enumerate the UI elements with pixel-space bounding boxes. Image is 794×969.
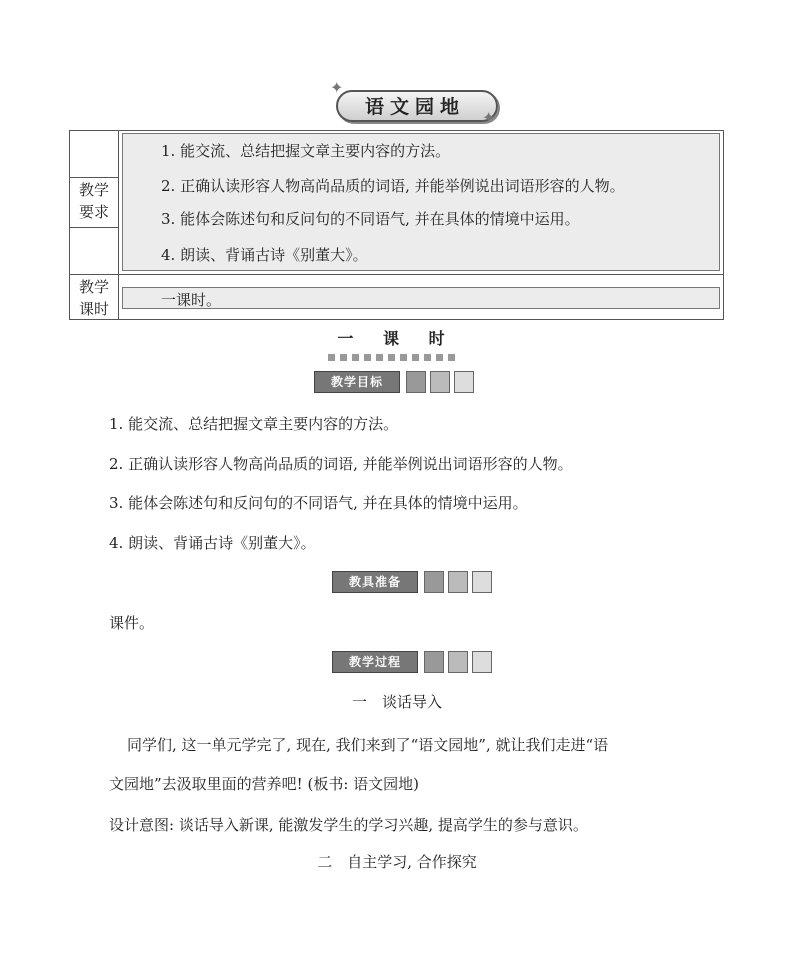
step1-title: 一 谈话导入 <box>351 693 442 711</box>
step2-title: 二 自主学习, 合作探究 <box>317 853 477 871</box>
heading-divider <box>328 346 468 356</box>
star-icon: ✦ <box>330 78 344 97</box>
requirements-label-text: 教学要求 <box>78 181 109 221</box>
requirements-table <box>69 130 724 320</box>
materials-text: 课件。 <box>109 614 155 632</box>
title-banner <box>330 78 498 127</box>
page-title: 语文园地 <box>364 96 465 118</box>
requirement-item: 3. 能体会陈述句和反问句的不同语气, 并在具体的情境中运用。 <box>161 210 580 228</box>
step1-paragraph-line1: 同学们, 这一单元学完了, 现在, 我们来到了“语文园地”, 就让我们走进“语 <box>127 736 609 754</box>
objectives-tab-label: 教学目标 <box>314 371 400 393</box>
requirement-item: 2. 正确认读形容人物高尚品质的词语, 并能举例说出词语形容的人物。 <box>161 177 625 195</box>
objective-item: 1. 能交流、总结把握文章主要内容的方法。 <box>109 415 399 433</box>
period-label <box>70 276 118 320</box>
period-label-text: 教学课时 <box>78 278 109 318</box>
objective-item: 2. 正确认读形容人物高尚品质的词语, 并能举例说出词语形容的人物。 <box>109 455 573 473</box>
requirements-box <box>122 133 720 271</box>
period-value: 一课时。 <box>161 291 222 309</box>
objective-item: 3. 能体会陈述句和反问句的不同语气, 并在具体的情境中运用。 <box>109 494 528 512</box>
lesson-heading: 一 课 时 <box>337 329 457 348</box>
objective-item: 4. 朗读、背诵古诗《别董大》。 <box>109 534 316 552</box>
materials-tab-label: 教具准备 <box>332 571 418 593</box>
requirements-label <box>70 179 118 223</box>
process-tab-label: 教学过程 <box>332 651 418 673</box>
star-icon: ✦ <box>482 108 496 127</box>
requirement-item: 1. 能交流、总结把握文章主要内容的方法。 <box>161 142 451 160</box>
period-box <box>122 287 720 309</box>
design-intent: 设计意图: 谈话导入新课, 能激发学生的学习兴趣, 提高学生的参与意识。 <box>109 816 588 834</box>
requirement-item: 4. 朗读、背诵古诗《别董大》。 <box>161 246 368 264</box>
step1-paragraph-line2: 文园地”去汲取里面的营养吧! (板书: 语文园地) <box>109 775 419 793</box>
